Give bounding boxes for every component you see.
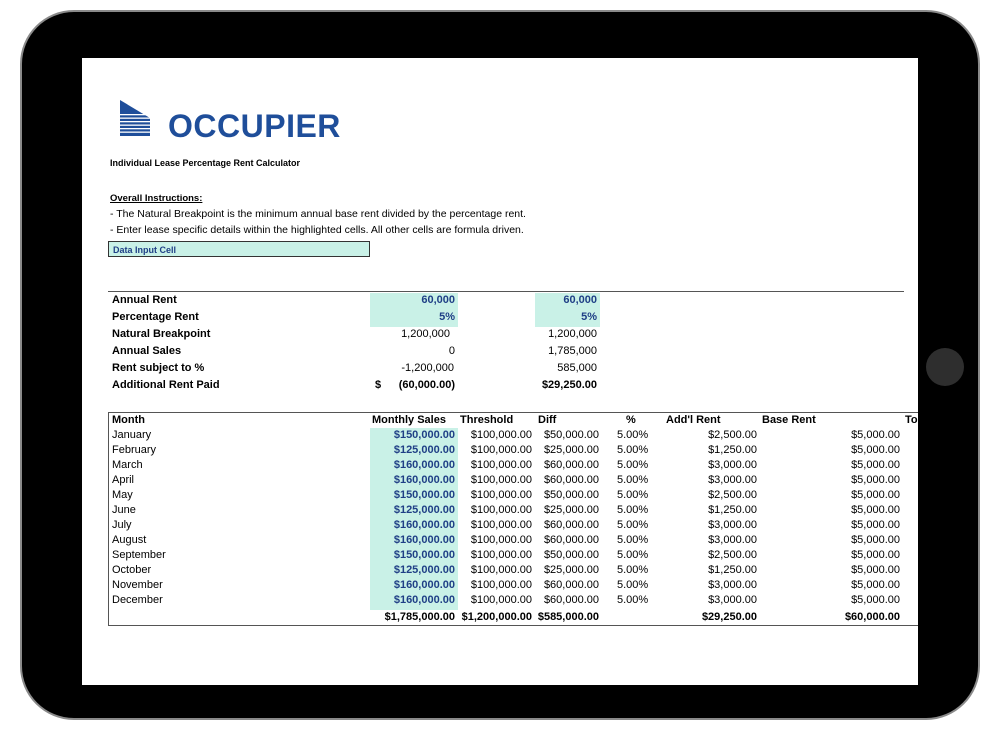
table-row — [82, 489, 918, 504]
annual-sales-value: 0 — [448, 345, 455, 357]
data-input-legend: Data Input Cell — [108, 241, 370, 257]
percent-cell: 5.00% — [617, 489, 649, 501]
monthly-sales-input[interactable]: $150,000.00 — [393, 429, 455, 441]
table-row — [82, 579, 918, 594]
threshold-cell: $100,000.00 — [470, 549, 532, 561]
month-cell: November — [112, 579, 163, 591]
column-header-diff: Diff — [538, 414, 557, 426]
monthly-sales-input[interactable]: $160,000.00 — [393, 579, 455, 591]
month-cell: February — [112, 444, 157, 456]
column-header-total: To — [905, 414, 918, 426]
addl-rent-cell: $2,500.00 — [708, 549, 757, 561]
addl-rent-cell: $3,000.00 — [708, 579, 757, 591]
total-threshold: $1,200,000.00 — [461, 611, 532, 623]
natural-breakpoint-value-2: 1,200,000 — [548, 328, 597, 340]
diff-cell: $25,000.00 — [543, 444, 599, 456]
percent-cell: 5.00% — [617, 564, 649, 576]
percent-cell: 5.00% — [617, 519, 649, 531]
month-cell: January — [112, 429, 152, 441]
annual-sales-value-2: 1,785,000 — [548, 345, 597, 357]
monthly-sales-input[interactable]: $150,000.00 — [393, 489, 455, 501]
additional-rent-value: (60,000.00) — [398, 379, 455, 391]
summary-label-additional-rent: Additional Rent Paid — [112, 379, 220, 391]
table-row — [82, 504, 918, 519]
total-addl-rent: $29,250.00 — [701, 611, 757, 623]
percent-cell: 5.00% — [617, 534, 649, 546]
base-rent-cell: $5,000.00 — [851, 459, 900, 471]
month-cell: May — [112, 489, 133, 501]
month-cell: March — [112, 459, 143, 471]
additional-rent-value-2: $29,250.00 — [541, 379, 597, 391]
monthly-sales-input[interactable]: $125,000.00 — [393, 504, 455, 516]
threshold-cell: $100,000.00 — [470, 564, 532, 576]
home-button[interactable] — [926, 348, 964, 386]
percent-cell: 5.00% — [617, 474, 649, 486]
summary-label-percentage-rent: Percentage Rent — [112, 311, 199, 323]
base-rent-cell: $5,000.00 — [851, 429, 900, 441]
month-cell: September — [112, 549, 166, 561]
base-rent-cell: $5,000.00 — [851, 594, 900, 606]
base-rent-cell: $5,000.00 — [851, 474, 900, 486]
spreadsheet-screen — [82, 58, 918, 685]
diff-cell: $60,000.00 — [543, 594, 599, 606]
threshold-cell: $100,000.00 — [470, 489, 532, 501]
month-cell: July — [112, 519, 132, 531]
table-row — [82, 564, 918, 579]
diff-cell: $60,000.00 — [543, 579, 599, 591]
instructions-heading: Overall Instructions: — [110, 193, 203, 204]
diff-cell: $60,000.00 — [543, 474, 599, 486]
diff-cell: $60,000.00 — [543, 534, 599, 546]
monthly-sales-input[interactable]: $125,000.00 — [393, 564, 455, 576]
diff-cell: $50,000.00 — [543, 549, 599, 561]
table-row — [82, 429, 918, 444]
addl-rent-cell: $3,000.00 — [708, 459, 757, 471]
monthly-sales-input[interactable]: $160,000.00 — [393, 459, 455, 471]
threshold-cell: $100,000.00 — [470, 504, 532, 516]
threshold-cell: $100,000.00 — [470, 534, 532, 546]
monthly-sales-input[interactable]: $150,000.00 — [393, 549, 455, 561]
table-bottom-border — [108, 625, 918, 626]
month-cell: August — [112, 534, 147, 546]
annual-rent-input[interactable]: 60,000 — [421, 294, 455, 306]
table-row — [82, 594, 918, 609]
column-header-threshold: Threshold — [460, 414, 514, 426]
base-rent-cell: $5,000.00 — [851, 504, 900, 516]
base-rent-cell: $5,000.00 — [851, 444, 900, 456]
document-title: Individual Lease Percentage Rent Calculator — [110, 158, 301, 168]
table-row — [82, 444, 918, 459]
threshold-cell: $100,000.00 — [470, 474, 532, 486]
percentage-rent-input-2[interactable]: 5% — [581, 311, 597, 323]
rent-subject-value-2: 585,000 — [557, 362, 597, 374]
logo-wordmark: OCCUPIER — [168, 108, 341, 144]
diff-cell: $50,000.00 — [543, 489, 599, 501]
percent-cell: 5.00% — [617, 549, 649, 561]
monthly-sales-input[interactable]: $160,000.00 — [393, 474, 455, 486]
summary-label-annual-sales: Annual Sales — [112, 345, 182, 357]
percent-cell: 5.00% — [617, 504, 649, 516]
month-cell: April — [112, 474, 135, 486]
summary-label-annual-rent: Annual Rent — [112, 294, 177, 306]
addl-rent-cell: $3,000.00 — [708, 594, 757, 606]
base-rent-cell: $5,000.00 — [851, 534, 900, 546]
percentage-rent-input[interactable]: 5% — [439, 311, 455, 323]
table-top-border — [108, 412, 918, 413]
instruction-line: - Enter lease specific details within the highlighted cells. All other cells are formula driven. — [110, 224, 524, 236]
column-header-base-rent: Base Rent — [762, 414, 816, 426]
percent-cell: 5.00% — [617, 429, 649, 441]
base-rent-cell: $5,000.00 — [851, 564, 900, 576]
percent-cell: 5.00% — [617, 594, 649, 606]
table-row — [82, 459, 918, 474]
monthly-sales-input[interactable]: $160,000.00 — [393, 534, 455, 546]
base-rent-cell: $5,000.00 — [851, 489, 900, 501]
addl-rent-cell: $3,000.00 — [708, 534, 757, 546]
annual-rent-input-2[interactable]: 60,000 — [563, 294, 597, 306]
summary-top-border — [108, 291, 904, 292]
total-diff: $585,000.00 — [537, 611, 599, 623]
table-row — [82, 549, 918, 564]
rent-subject-value: -1,200,000 — [401, 362, 454, 374]
threshold-cell: $100,000.00 — [470, 519, 532, 531]
percent-cell: 5.00% — [617, 459, 649, 471]
summary-label-rent-subject: Rent subject to % — [112, 362, 205, 374]
column-header-addl-rent: Add'l Rent — [666, 414, 721, 426]
addl-rent-cell: $3,000.00 — [708, 474, 757, 486]
addl-rent-cell: $3,000.00 — [708, 519, 757, 531]
monthly-sales-input[interactable]: $160,000.00 — [393, 594, 455, 606]
month-cell: December — [112, 594, 163, 606]
addl-rent-cell: $2,500.00 — [708, 429, 757, 441]
month-cell: June — [112, 504, 136, 516]
base-rent-cell: $5,000.00 — [851, 549, 900, 561]
monthly-sales-input[interactable]: $160,000.00 — [393, 519, 455, 531]
column-header-percent: % — [626, 414, 636, 426]
total-base-rent: $60,000.00 — [844, 611, 900, 623]
addl-rent-cell: $1,250.00 — [708, 504, 757, 516]
threshold-cell: $100,000.00 — [470, 594, 532, 606]
threshold-cell: $100,000.00 — [470, 429, 532, 441]
currency-symbol: $ — [375, 379, 382, 391]
addl-rent-cell: $1,250.00 — [708, 564, 757, 576]
base-rent-cell: $5,000.00 — [851, 519, 900, 531]
table-row — [82, 519, 918, 534]
summary-label-natural-breakpoint: Natural Breakpoint — [112, 328, 211, 340]
month-cell: October — [112, 564, 152, 576]
column-header-month: Month — [112, 414, 145, 426]
natural-breakpoint-value: 1,200,000 — [401, 328, 450, 340]
base-rent-cell: $5,000.00 — [851, 579, 900, 591]
percent-cell: 5.00% — [617, 579, 649, 591]
threshold-cell: $100,000.00 — [470, 444, 532, 456]
building-logo-icon — [120, 100, 150, 136]
instruction-line: - The Natural Breakpoint is the minimum annual base rent divided by the percentage rent. — [110, 208, 526, 220]
addl-rent-cell: $2,500.00 — [708, 489, 757, 501]
monthly-sales-input[interactable]: $125,000.00 — [393, 444, 455, 456]
percent-cell: 5.00% — [617, 444, 649, 456]
total-monthly-sales: $1,785,000.00 — [384, 611, 455, 623]
threshold-cell: $100,000.00 — [470, 579, 532, 591]
threshold-cell: $100,000.00 — [470, 459, 532, 471]
addl-rent-cell: $1,250.00 — [708, 444, 757, 456]
diff-cell: $60,000.00 — [543, 519, 599, 531]
table-row — [82, 534, 918, 549]
diff-cell: $60,000.00 — [543, 459, 599, 471]
diff-cell: $25,000.00 — [543, 564, 599, 576]
diff-cell: $25,000.00 — [543, 504, 599, 516]
table-row — [82, 474, 918, 489]
diff-cell: $50,000.00 — [543, 429, 599, 441]
column-header-monthly-sales: Monthly Sales — [372, 414, 446, 426]
